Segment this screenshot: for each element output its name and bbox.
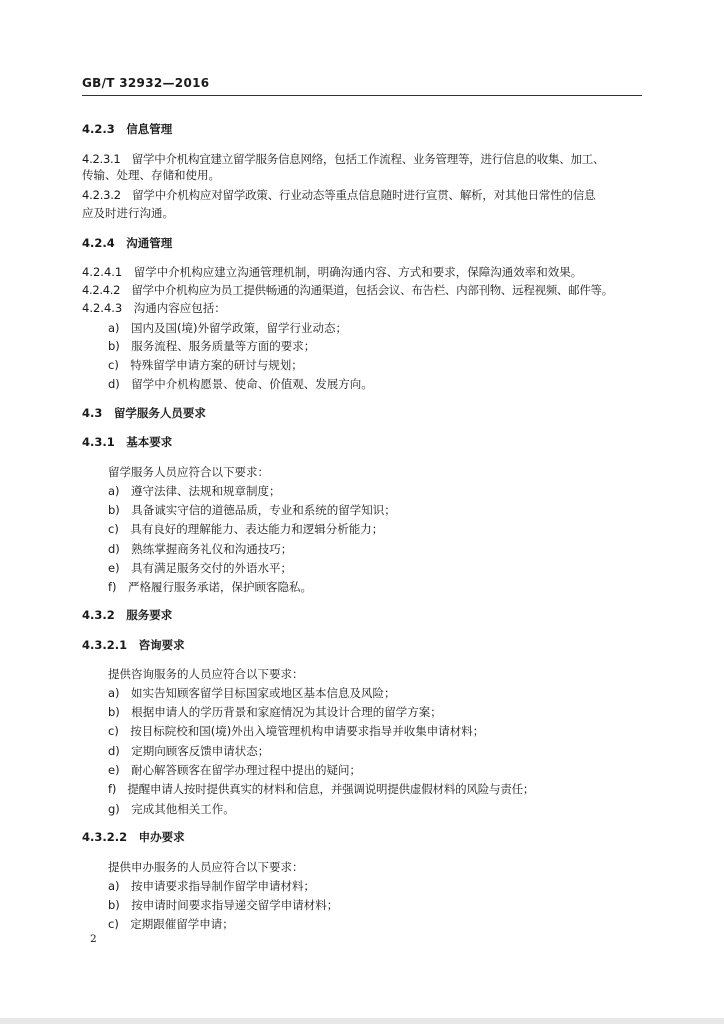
list-item: e) 具有满足服务交付的外语水平； xyxy=(108,561,293,575)
list-intro-4-3-1: 留学服务人员应符合以下要求： xyxy=(108,465,269,479)
section-title-4-3-2-1: 4.3.2.1 咨询要求 xyxy=(82,638,185,652)
page-number: 2 xyxy=(90,933,97,945)
list-item: a) 国内及国(境)外留学政策，留学行业动态； xyxy=(108,321,348,335)
paragraph-4-2-3-2-line1: 4.2.3.2 留学中介机构应对留学政策、行业动态等重点信息随时进行宣贯、解析，对其他日常性的信息 xyxy=(82,188,596,202)
list-item: a) 如实告知顾客留学目标国家或地区基本信息及风险； xyxy=(108,686,396,700)
list-item: d) 定期向顾客反馈申请状态； xyxy=(108,744,270,758)
list-item: c) 特殊留学申请方案的研讨与规划； xyxy=(108,358,303,372)
list-intro-4-3-2-2: 提供申办服务的人员应符合以下要求： xyxy=(108,860,304,874)
list-item: d) 熟练掌握商务礼仪和沟通技巧； xyxy=(108,542,293,556)
list-item: a) 遵守法律、法规和规章制度； xyxy=(108,484,281,498)
paragraph-4-2-3-2-line2: 应及时进行沟通。 xyxy=(82,206,174,220)
section-title-4-3: 4.3 留学服务人员要求 xyxy=(82,406,206,420)
list-item: c) 具有良好的理解能力、表达能力和逻辑分析能力； xyxy=(108,522,384,536)
list-item: c) 定期跟催留学申请； xyxy=(108,917,234,931)
list-item: g) 完成其他相关工作。 xyxy=(108,802,235,816)
list-item: d) 留学中介机构愿景、使命、价值观、发展方向。 xyxy=(108,377,373,391)
viewer-bottom-bar xyxy=(0,1018,724,1024)
list-item: f) 严格履行服务承诺，保护顾客隐私。 xyxy=(108,580,313,594)
header-rule xyxy=(82,95,642,96)
list-item: c) 按目标院校和国(境)外出入境管理机构申请要求指导并收集申请材料； xyxy=(108,724,485,738)
list-item: a) 按申请要求指导制作留学申请材料； xyxy=(108,879,316,893)
list-intro-4-3-2-1: 提供咨询服务的人员应符合以下要求： xyxy=(108,667,304,681)
list-item: f) 提醒申请人按时提供真实的材料和信息，并强调说明提供虚假材料的风险与责任； xyxy=(108,782,535,796)
section-title-4-3-1: 4.3.1 基本要求 xyxy=(82,435,173,449)
list-item: b) 按申请时间要求指导递交留学申请材料； xyxy=(108,898,339,912)
section-title-4-3-2-2: 4.3.2.2 申办要求 xyxy=(82,830,185,844)
list-item: e) 耐心解答顾客在留学办理过程中提出的疑问； xyxy=(108,763,362,777)
paragraph-4-2-4-1: 4.2.4.1 留学中介机构应建立沟通管理机制，明确沟通内容、方式和要求，保障沟通效率和效果。 xyxy=(82,265,583,279)
paragraph-4-2-4-2: 4.2.4.2 留学中介机构应为员工提供畅通的沟通渠道，包括会议、布告栏、内部刊物、远程视频、邮件等。 xyxy=(82,283,613,297)
paragraph-4-2-4-3: 4.2.4.3 沟通内容应包括： xyxy=(82,301,226,315)
section-title-4-2-3: 4.2.3 信息管理 xyxy=(82,122,173,136)
paragraph-4-2-3-1-line2: 传输、处理、存储和使用。 xyxy=(82,168,220,182)
section-title-4-2-4: 4.2.4 沟通管理 xyxy=(82,236,173,250)
section-title-4-3-2: 4.3.2 服务要求 xyxy=(82,608,173,622)
list-item: b) 服务流程、服务质量等方面的要求； xyxy=(108,339,316,353)
list-item: b) 具备诚实守信的道德品质，专业和系统的留学知识； xyxy=(108,503,396,517)
paragraph-4-2-3-1-line1: 4.2.3.1 留学中介机构宜建立留学服务信息网络，包括工作流程、业务管理等，进行信息的收集、加工、 xyxy=(82,152,605,166)
standard-id-header: GB/T 32932—2016 xyxy=(82,76,210,90)
list-item: b) 根据申请人的学历背景和家庭情况为其设计合理的留学方案； xyxy=(108,705,442,719)
